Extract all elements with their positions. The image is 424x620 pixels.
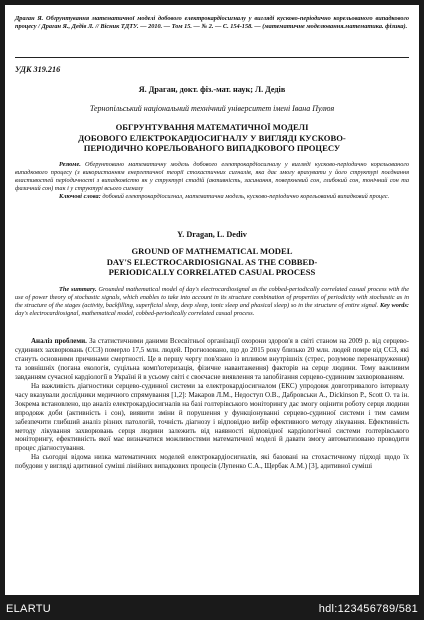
repository-label: ELARTU [6, 603, 51, 615]
affiliation-uk: Тернопільський національний технічний університет імені Івана Пулюя [89, 104, 335, 113]
title-en-line: PERIODICALLY CORRELATED CASUAL PROCESS [108, 267, 316, 278]
title-uk-line: ОБГРУНТУВАННЯ МАТЕМАТИЧНОЇ МОДЕЛІ [115, 122, 309, 132]
paragraph-text: За статистичними даними Всесвітньої організації охорони здоров'я в світі станом на 2009 р. від серцево-судинних захворювань (ССЗ) померло 17,5 млн. людей. Прогнозовано, що до 2015 року близько 20 млн. людей помре від ССЗ, які стануть основними причинами смертності. Це в першу чергу пов'язано із впливом внутрішніх (стрес, розумове перенапруження) та зовнішніх (погана екологія, суцільна комп'ютеризація, фізичне навантаження) факторів на серце людини. Тому важливим завданням сучасної кардіології в Україні й в усьому світі є своєчасне виявлення та запобігання серцево-судинним захворюванням. [15, 337, 409, 381]
resume-uk [15, 161, 409, 201]
keywords-text-en: day's electrocardiosignal, mathematical model, cobbed-periodically correlated casual process. [15, 309, 255, 317]
udk-code: УДК 319.216 [15, 65, 61, 74]
title-en [15, 246, 409, 278]
keywords-label-en: Key words: [379, 301, 410, 309]
resume-label: Резюме. [59, 161, 81, 168]
article-body [15, 337, 409, 471]
authors-uk: Я. Драган, докт. фіз.-мат. наук; Л. Дедів [138, 85, 286, 94]
title-uk-line: ПЕРІОДИЧНО КОРЕЛЬОВАНОГО ВИПАДКОВОГО ПРОЦЕСУ [83, 143, 341, 154]
resume-text: Обгрунтовано математичну модель добового електрокардіосигналу у вигляді кусково-періодично корельованого випадкового процесу (з використанням енергетичної теорії стохастичних сигналів, яка дає змогу врахувати у його структурі поєднання властивостей періодичності з випадковістю як у структурі стадій (активність, засинання, поверхневий сон, глибокий сон, тонічний сон та фазичний сон) так і у структурі всього сигналу [15, 161, 409, 192]
keywords-text-uk: добовий електрокардіосигнал, математична модель, кусково-періодично корельований випадковий процес. [102, 192, 390, 200]
title-en-line: DAY'S ELECTROCARDIOSIGNAL AS THE COBBED- [106, 256, 318, 267]
paragraph: На важливість діагностики серцево-судинної системи за електрокардіосигналом (ЕКС) упродовж довготривалого інтервалу часу вказували дослідники медичного спрямування [1,2]: Макаров Л.М., Недоступ О.В., Дабровськи А., Dickinson P., Scott O. та ін. Зокрема встановлено, що аналіз електрокардіосигналів на базі голтерівського моніторингу дає змогу оцінити роботу серця людини впродовж доби (активність і сон), виявити зміни й порушення у функціонуванні серцево-судинної системи і тим самим забезпечити глибший аналіз різних патологій, точність діагнозу і відповідно вибір ефективного методу лікування. Ефективність методу лікування захворювань серця людини залежить від наявності відповідної кардіологічної системи голтерівського моніторингу, ефективність якої має визначатися можливостями математичної моделі й давати змогу автоматизовано проводити процес діагностування. [15, 381, 409, 453]
summary-text: Grounded mathematical model of day's electrocardiosignal as the cobbed-periodically correlated casual process with the use of power theory of stochastic signals, which enables to take into account in its structure combination of properties of periodicity with stochastic as in the structure of the stages (activity, backfilling, superficial sleep, deep sleep, tonic sleep and phasical sleep) so in the structure of entire signal. [15, 286, 409, 309]
title-en-line: GROUND OF MATHEMATICAL MODEL [131, 246, 293, 256]
authors-en: Y. Dragan, L. Dediv [177, 230, 247, 239]
title-uk-line: ДОБОВОГО ЕЛЕКТРОКАРДІОСИГНАЛУ У ВИГЛЯДІ КУСКОВО- [78, 132, 346, 143]
summary-en [15, 286, 409, 318]
handle-label: hdl:123456789/581 [318, 603, 418, 615]
summary-label: The summary. [59, 286, 97, 293]
section-label: Аналіз проблеми. [31, 337, 87, 345]
citation-header: Драган Я. Обгрунтування математичної моделі добового електрокардіосигналу у вигляді кусково-періодично корельованого випадкового процесу / Драган Я., Дедів Л. // Вісник ТДТУ. — 2010. — Том 15. — № 2. — С. 154-158. — (математичне моделювання.математика. фізика). [15, 15, 409, 31]
header-rule [15, 57, 409, 58]
title-uk [15, 122, 409, 154]
document-page [5, 5, 419, 595]
keywords-label-uk: Ключові слова: [59, 192, 101, 200]
paragraph: На сьогодні відома низка математичних моделей електрокардіосигналів, які базовані на стохастичному підході щодо їх побудови у вигляді адитивної суміші лінійних випадкових процесів (Лупенко С.А., Щербак А.М.) [3], адитивної суміші [15, 453, 409, 471]
paragraph [15, 337, 409, 382]
